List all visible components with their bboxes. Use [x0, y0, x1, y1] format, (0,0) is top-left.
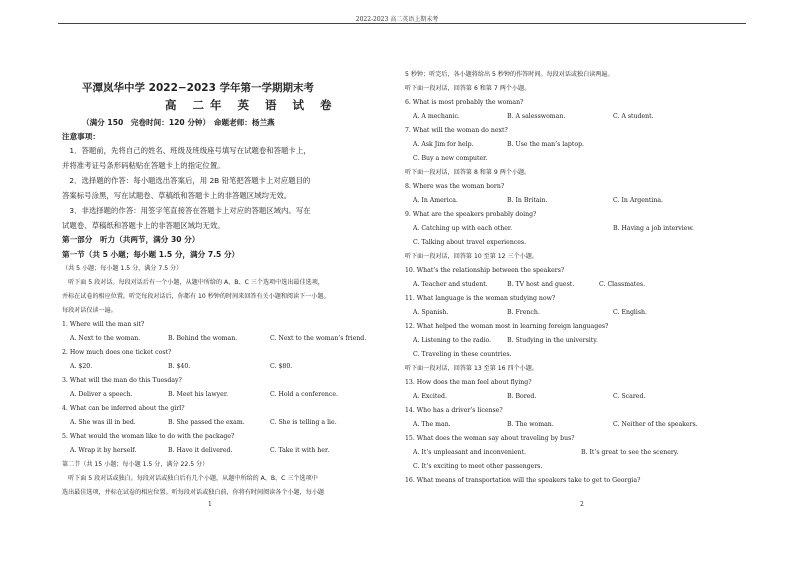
- option-a: A. A mechanic.: [413, 113, 460, 120]
- section-subheading: （共 5 小题；每小题 1.5 分，满分 7.5 分）: [62, 265, 183, 272]
- option-c: C. She is telling a lie.: [270, 419, 337, 426]
- notes-heading: 注意事项：: [62, 132, 100, 141]
- note-line: 2．选择题的作答：每小题选出答案后，用 2B 铅笔把答题卡上对应题目的: [62, 176, 311, 185]
- question: 15. What does the woman say about traveling by bus?: [405, 435, 575, 442]
- section-heading: 第二节（共 15 小题；每小题 1.5 分，满分 22.5 分）: [62, 461, 209, 468]
- option-a: A. In America.: [413, 197, 458, 204]
- note-line: 试题卷、草稿纸和答题卡上的非答题区域均无效。: [62, 221, 225, 230]
- option-a: A. It’s unpleasant and inconvenient.: [413, 449, 526, 456]
- option-c: C. Scared.: [613, 393, 646, 400]
- dialog-intro: 听下面一段对话，回答第 8 和第 9 两个小题。: [405, 169, 531, 176]
- option-c: C. Classmates.: [599, 281, 646, 288]
- note-line: 答案标号涂黑，写在试题卷、草稿纸和答题卡上的非答题区域均无效。: [62, 191, 292, 200]
- option-a: A. Teacher and student.: [413, 281, 488, 288]
- note-line: 并将准考证号条形码粘贴在答题卡上的指定位置。: [62, 161, 225, 170]
- instruction-line: 听下面 5 段对话。每段对话后有一个小题，从题中所给的 A、B、C 三个选项中选出最佳选项，: [62, 279, 324, 286]
- option-c: C. Buy a new computer.: [413, 155, 488, 162]
- dialog-intro: 听下面一段对话，回答第 10 至第 12 三个小题。: [405, 253, 538, 260]
- option-c: C. A student.: [613, 113, 654, 120]
- question: 3. What will the man do this Tuesday?: [62, 377, 182, 384]
- option-c: C. Hold a conference.: [270, 391, 338, 398]
- option-a: A. Listening to the radio.: [413, 337, 492, 344]
- part-heading: 第一部分 听力（共两节，满分 30 分）: [62, 235, 200, 244]
- option-a: A. She was ill in bed.: [70, 419, 136, 426]
- dialog-intro: 听下面一段对话，回答第 13 至第 16 四个小题。: [405, 365, 538, 372]
- option-c: C. Take it with her.: [270, 447, 330, 454]
- option-b: B. She passed the exam.: [168, 419, 245, 426]
- option-c: C. Neither of the speakers.: [613, 421, 698, 428]
- option-a: A. Spanish.: [413, 309, 449, 316]
- question: 10. What’s the relationship between the speakers?: [405, 267, 565, 274]
- question: 2. How much does one ticket cost?: [62, 349, 172, 356]
- instruction-line: 并标在试卷的相应位置。听完每段对话后，你都有 10 秒钟的时间来回答有关小题和阅读下一小题。: [62, 293, 330, 300]
- page-header: 2022-2023 高二英语上期末考: [355, 16, 439, 23]
- dialog-intro: 听下面一段对话，回答第 6 和第 7 两个小题。: [405, 85, 531, 92]
- exam-title: 平潭岚华中学 2022−2023 学年第一学期期末考: [82, 82, 315, 94]
- instruction-line: 选出最佳选项，并标在试卷的相应位置。听每段对话或独白前，你将有时间阅读各个小题，每小题: [62, 489, 325, 496]
- question: 8. Where was the woman born?: [405, 183, 505, 190]
- question: 5. What would the woman like to do with the package?: [62, 433, 235, 440]
- option-a: A. Next to the woman.: [70, 335, 141, 342]
- option-c: C. Talking about travel experiences.: [413, 239, 527, 246]
- option-c: C. English.: [613, 309, 647, 316]
- option-a: A. The man.: [413, 421, 451, 428]
- option-a: A. Deliver a speech.: [70, 391, 133, 398]
- option-b: B. Having a job interview.: [613, 225, 694, 232]
- question: 12. What helped the woman most in learning foreign languages?: [405, 323, 609, 330]
- instruction-line: 每段对话仅读一遍。: [62, 307, 117, 314]
- note-line: 3．非选择题的作答：用签字笔直接答在答题卡上对应的答题区域内。写在: [62, 206, 311, 215]
- option-c: C. $80.: [270, 363, 293, 370]
- option-b: B. It’s great to see the scenery.: [581, 449, 679, 456]
- option-b: B. Bored.: [507, 393, 537, 400]
- option-b: B. Behind the woman.: [168, 335, 238, 342]
- question: 7. What will the woman do next?: [405, 127, 508, 134]
- option-b: B. Studying in the university.: [507, 337, 598, 344]
- question: 1. Where will the man sit?: [62, 321, 145, 328]
- note-line: 1．答题前，先将自己的姓名、班级及班级座号填写在试题卷和答题卡上，: [62, 146, 311, 155]
- option-c: C. It’s exciting to meet other passengers.: [413, 463, 543, 470]
- instruction-line: 5 秒钟；听完后，各小题将给出 5 秒钟的作答时间。每段对话或独白读两遍。: [405, 71, 614, 78]
- option-c: C. Traveling in these countries.: [413, 351, 512, 358]
- option-a: A. Catching up with each other.: [413, 225, 513, 232]
- option-a: A. Excited.: [413, 393, 447, 400]
- question: 16. What means of transportation will the speakers take to get to Georgia?: [405, 477, 641, 484]
- option-b: B. French.: [507, 309, 540, 316]
- exam-subtitle: 高 二年 英 语 试 卷: [165, 98, 338, 112]
- option-b: B. Have it delivered.: [168, 447, 233, 454]
- instruction-line: 听下面 5 段对话或独白。每段对话或独白后有几个小题，从题中所给的 A、B、C 三个选项中: [62, 475, 318, 482]
- option-a: A. $20.: [70, 363, 93, 370]
- option-b: B. $40.: [168, 363, 191, 370]
- option-a: A. Ask Jim for help.: [413, 141, 474, 148]
- option-b: B. TV host and guest.: [507, 281, 575, 288]
- option-b: B. Meet his lawyer.: [168, 391, 229, 398]
- page-number: 2: [580, 501, 584, 508]
- option-b: B. In Britain.: [507, 197, 548, 204]
- question: 11. What language is the woman studying now?: [405, 295, 556, 302]
- option-a: A. Wrap it by herself.: [70, 447, 137, 454]
- question: 14. Who has a driver’s license?: [405, 407, 503, 414]
- exam-meta: （满分 150 完卷时间：120 分钟） 命题老师：杨兰燕: [82, 118, 275, 127]
- option-b: B. The woman.: [507, 421, 554, 428]
- question: 6. What is most probably the woman?: [405, 99, 524, 106]
- option-c: C. In Argentina.: [613, 197, 663, 204]
- page-number: 1: [208, 501, 212, 508]
- question: 9. What are the speakers probably doing?: [405, 211, 537, 218]
- question: 13. How does the man feel about flying?: [405, 379, 532, 386]
- option-c: C. Next to the woman’s friend.: [270, 335, 367, 342]
- option-b: B. A salesswoman.: [507, 113, 566, 120]
- question: 4. What can be inferred about the girl?: [62, 405, 185, 412]
- header-rule: [58, 23, 746, 24]
- section-heading: 第一节（共 5 小题；每小题 1.5 分，满分 7.5 分）: [62, 250, 240, 259]
- option-b: B. Use the man’s laptop.: [507, 141, 585, 148]
